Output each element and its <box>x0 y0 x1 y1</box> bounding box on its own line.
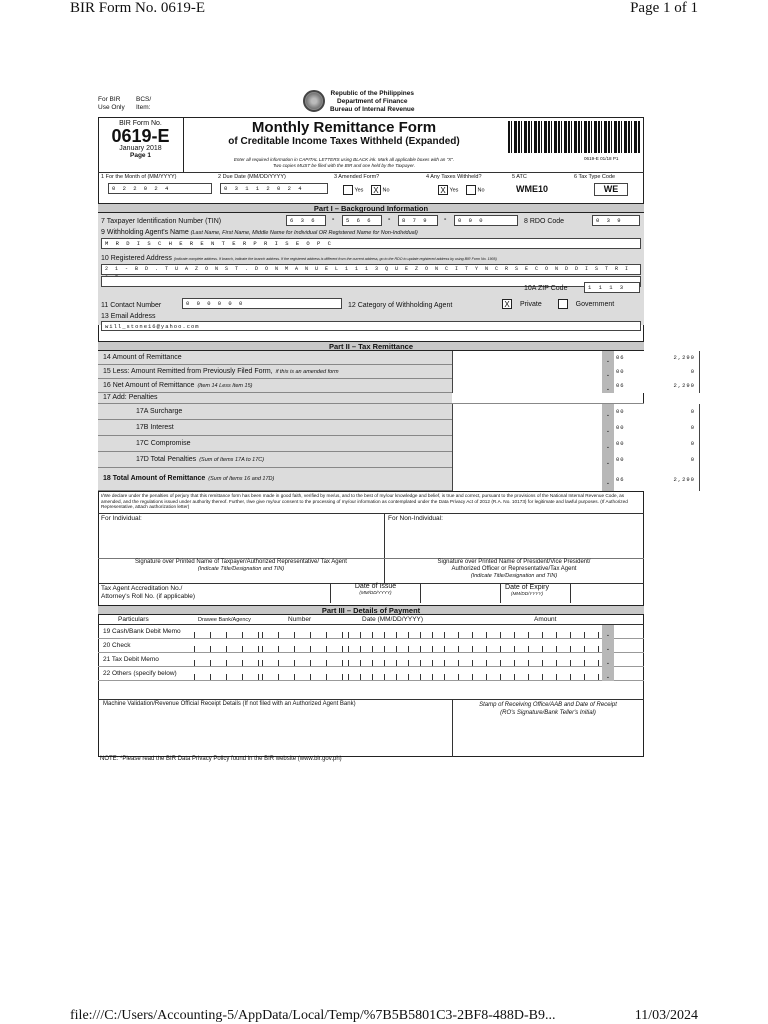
remittance-row <box>98 393 644 404</box>
tin-part-4[interactable]: 0 0 0 <box>454 215 518 226</box>
remittance-row <box>98 404 695 420</box>
payment-row-label: 20 Check <box>103 642 131 649</box>
payment-row <box>98 625 644 639</box>
item7-label: 7 Taxpayer Identification Number (TIN) <box>101 218 222 225</box>
date-of-expiry-cell[interactable]: Date of Expiry (MM/DD/YYYY) <box>505 584 549 596</box>
remittance-cents-field[interactable]: 06 <box>616 468 642 491</box>
remittance-cents-field[interactable]: 00 <box>616 404 642 420</box>
for-non-individual-label: For Non-Individual: <box>388 515 443 522</box>
remittance-amount-field[interactable]: 0 <box>452 452 700 468</box>
item11-label: 11 Contact Number <box>101 302 162 309</box>
bir-seal-logo <box>303 90 325 112</box>
item4-options: X Yes No <box>438 185 485 195</box>
item3-options: Yes X No <box>343 185 390 195</box>
bcs-item-label: BCS/ Item: <box>136 96 152 111</box>
remittance-row <box>98 452 695 468</box>
tin-part-3[interactable]: 8 7 9 <box>398 215 438 226</box>
item6-label: 6 Tax Type Code <box>574 174 616 180</box>
tin-dash-1: - <box>332 216 335 223</box>
tin-dash-2: - <box>388 216 391 223</box>
decimal-separator: . <box>602 404 614 420</box>
item4-yes-checkbox[interactable]: X <box>438 185 448 195</box>
payment-row <box>98 653 644 667</box>
item8-rdo-field[interactable]: 0 3 9 <box>592 215 640 226</box>
item1-label: 1 For the Month of (MM/YYYY) <box>101 174 177 180</box>
remittance-row-label: 15 Less: Amount Remitted from Previously Filed Form, if this is an amended form <box>103 367 339 375</box>
payment-entry-field[interactable] <box>194 639 602 653</box>
form-title: Monthly Remittance Form <box>251 119 437 136</box>
remittance-row-label: 14 Amount of Remittance <box>103 353 182 361</box>
remittance-row <box>98 365 695 379</box>
remittance-amount-field[interactable]: 0 <box>452 404 700 420</box>
remittance-amount-field[interactable]: 2,290 <box>452 379 700 393</box>
remittance-amount-field[interactable]: 0 <box>452 420 700 436</box>
decimal-separator: . <box>602 452 614 468</box>
tin-part-1[interactable]: 6 3 6 <box>286 215 326 226</box>
signature-right-caption: Signature over Printed Name of President/Vice President/ Authorized Officer or Representative/Tax Agent (Indicate Title/Designation and TIN) <box>384 558 644 580</box>
remittance-row-label: 17A Surcharge <box>136 407 183 415</box>
item11-contact-field[interactable]: 0 0 0 0 0 0 <box>182 298 342 309</box>
remittance-amount-field[interactable]: 0 <box>452 365 700 379</box>
item3-label: 3 Amended Form? <box>334 174 380 180</box>
remittance-amount-field[interactable]: 0 <box>452 436 700 452</box>
decimal-separator: . <box>602 667 614 681</box>
item10a-zip-field[interactable]: 1 1 1 3 <box>584 282 640 293</box>
remittance-row-label: 17B Interest <box>136 423 174 431</box>
remittance-cents-field[interactable]: 00 <box>616 436 642 452</box>
payment-entry-field[interactable] <box>194 625 602 639</box>
barcode-code: 0619-E 01/18 P1 <box>584 156 619 161</box>
page-footer-date: 11/03/2024 <box>634 1008 698 1023</box>
date-of-expiry-value[interactable] <box>570 583 644 603</box>
remittance-cents-field[interactable]: 06 <box>616 351 642 365</box>
decimal-separator: . <box>602 351 614 365</box>
payment-row-label: 19 Cash/Bank Debit Memo <box>103 628 181 635</box>
item12-private-checkbox[interactable]: X <box>502 299 512 309</box>
remittance-row-label: 16 Net Amount of Remittance (Item 14 Less Item 15) <box>103 381 253 389</box>
remittance-row <box>98 420 695 436</box>
validation-label: Machine Validation/Revenue Official Receipt Details (If not filed with an Authorized Agent Bank) <box>103 701 356 707</box>
item4-label: 4 Any Taxes Withheld? <box>426 174 482 180</box>
item12-label: 12 Category of Withholding Agent <box>348 302 453 309</box>
item5-label: 5 ATC <box>512 174 527 180</box>
header-amount: Amount <box>534 616 557 623</box>
item8-label: 8 RDO Code <box>524 218 565 225</box>
item9-agent-name-field[interactable]: M R D I S C H E R E N T E R P R I S E O P C <box>101 238 641 249</box>
remittance-row <box>98 436 695 452</box>
decimal-separator: . <box>602 420 614 436</box>
item10a-label: 10A ZIP Code <box>524 285 568 292</box>
header-particulars: Particulars <box>118 616 149 623</box>
remittance-row-label: 17 Add: Penalties <box>103 394 158 401</box>
form-number-cell: BIR Form No. 0619-E January 2018 Page 1 <box>98 117 184 172</box>
tin-dash-3: - <box>444 216 447 223</box>
form-instructions: Enter all required information in CAPITAL LETTERS using BLACK ink. Mark all applicable boxes with an "X". Two copies MUST be filed with the BIR and one held by the Taxpayer. <box>233 157 455 168</box>
remittance-row <box>98 351 695 365</box>
payment-row-label: 21 Tax Debit Memo <box>103 656 159 663</box>
item3-yes-checkbox[interactable] <box>343 185 353 195</box>
remittance-row-label: 17C Compromise <box>136 439 191 447</box>
barcode-image <box>508 121 640 153</box>
item6-tax-type-value[interactable]: WE <box>594 183 628 196</box>
payment-row <box>98 639 644 653</box>
part3-title: Part III – Details of Payment <box>98 605 644 615</box>
tin-part-2[interactable]: 5 6 6 <box>342 215 382 226</box>
remittance-cents-field[interactable]: 00 <box>616 420 642 436</box>
remittance-row <box>98 379 695 393</box>
item10-label-wrap: 10 Registered Address (Indicate complete address. If branch, indicate the branch address. If the registered address is different from the current address, go to the RDO to update registered address by using BIR Form No. 1905) <box>101 255 497 262</box>
page-header-title: BIR Form No. 0619-E <box>70 0 205 16</box>
decimal-separator: . <box>602 468 614 491</box>
header-number: Number <box>288 616 312 623</box>
header-drawee-bank: Drawee Bank/Agency <box>198 617 251 623</box>
decimal-separator: . <box>602 379 614 393</box>
part1-title: Part I – Background Information <box>98 203 644 213</box>
item13-label: 13 Email Address <box>101 313 156 320</box>
item2-label: 2 Due Date (MM/DD/YYYY) <box>218 174 286 180</box>
item4-no-checkbox[interactable] <box>466 185 476 195</box>
remittance-cents-field[interactable]: 00 <box>616 452 642 468</box>
payment-entry-field[interactable] <box>194 653 602 667</box>
decimal-separator: . <box>602 625 614 639</box>
item12-government-checkbox[interactable] <box>558 299 568 309</box>
privacy-note: NOTE: *Please read the BIR Data Privacy Policy found in the BIR website (www.bir.gov.ph) <box>100 756 342 762</box>
remittance-row-label: 18 Total Amount of Remittance (Sum of Items 16 and 17D) <box>103 475 275 482</box>
declaration-text: I/We declare under the penalties of perjury that this remittance form has been made in good faith, verified by me/us, and to the best of my/our knowledge and belief, is true and correct, pursuant to the provisions of the National Internal Revenue Code, as amended, and the regulations issued under authority thereof. Further, I/we give my/our consent to the processing of my/our information as contemplated under the Data Privacy Act of 2012 (R.A. No. 10173) for legitimate and lawful purposes. (If Authorized Representative, attach authorization letter) <box>98 491 644 513</box>
form-subtitle: of Creditable Income Taxes Withheld (Expanded) <box>228 136 460 147</box>
agency-header: Republic of the Philippines Department of Finance Bureau of Internal Revenue <box>330 90 415 113</box>
form-number: 0619-E <box>111 126 170 146</box>
item2-due-date-field[interactable]: 0 3 1 1 2 0 2 4 <box>220 183 328 194</box>
item10-address-field[interactable]: 2 1 - B D . T U A Z O N S T . D O N M A N U E L 1 1 1 3 Q U E Z O N C I T Y N C R S E C O N D D I S T R I <box>101 264 641 275</box>
decimal-separator: . <box>602 639 614 653</box>
remittance-row-label: 17D Total Penalties (Sum of Items 17A to 17C) <box>136 455 265 463</box>
bir-form-0619e <box>98 88 695 768</box>
remittance-cents-field[interactable]: 00 <box>616 365 642 379</box>
part3-header-row <box>98 615 644 625</box>
for-bir-use-label: For BIR Use Only <box>98 96 125 111</box>
remittance-amount-field[interactable]: 2,290 <box>452 351 700 365</box>
item5-atc-value[interactable]: WME10 <box>516 184 549 194</box>
item3-no-checkbox[interactable]: X <box>371 185 381 195</box>
decimal-separator: . <box>602 653 614 667</box>
stamp-label: Stamp of Receiving Office/AAB and Date of Receipt (RO's Signature/Bank Teller's Initial) <box>479 702 617 716</box>
item1-month-field[interactable]: 0 2 2 0 2 4 <box>108 183 212 194</box>
remittance-amount-field[interactable]: 2,290 <box>452 468 700 491</box>
item12-options: X Private Government <box>502 299 614 309</box>
page-footer-path: file:///C:/Users/Accounting-5/AppData/Local/Temp/%7B5B5801C3-2BF8-488D-B9... <box>70 1008 556 1023</box>
payment-row-label: 22 Others (specify below) <box>103 670 177 677</box>
decimal-separator: . <box>602 436 614 452</box>
item13-email-field[interactable]: will_stone16@yahoo.com <box>101 321 641 331</box>
part2-title: Part II – Tax Remittance <box>98 341 644 351</box>
signature-left-caption: Signature over Printed Name of Taxpayer/Authorized Representative/ Tax Agent (Indicate Title/Designation and TIN) <box>98 558 384 573</box>
others-specify-row[interactable] <box>98 681 644 699</box>
payment-entry-field[interactable] <box>194 667 602 681</box>
header-date: Date (MM/DD/YYYY) <box>362 616 424 623</box>
item9-label-wrap: 9 Withholding Agent's Name (Last Name, First Name, Middle Name for Individual OR Registered Name for Non-Individual) <box>101 229 418 236</box>
date-of-issue-cell[interactable]: Date of Issue (MM/DD/YYYY) <box>330 583 420 603</box>
decimal-separator: . <box>602 365 614 379</box>
tax-agent-label: Tax Agent Accreditation No./ Attorney's Roll No. (if applicable) <box>101 585 196 600</box>
payment-row <box>98 667 644 681</box>
remittance-row <box>98 468 695 491</box>
remittance-cents-field[interactable]: 06 <box>616 379 642 393</box>
for-individual-label: For Individual: <box>101 515 142 522</box>
page-header-pagenum: Page 1 of 1 <box>630 0 698 16</box>
